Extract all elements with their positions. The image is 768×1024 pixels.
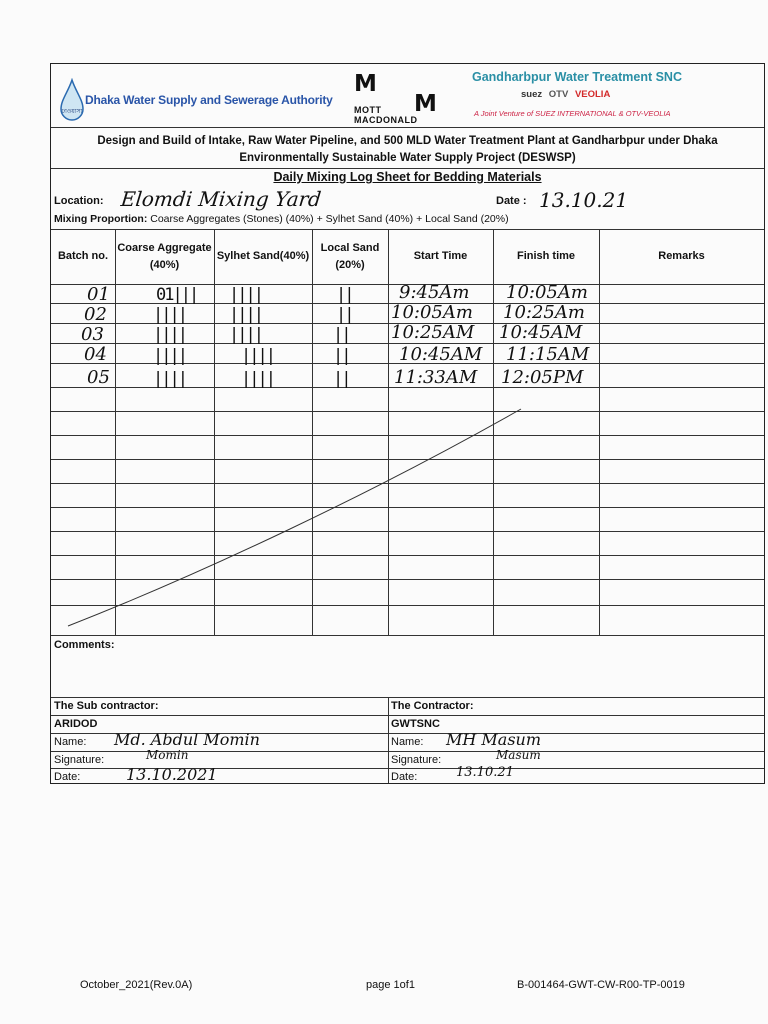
local-tally: || [333, 369, 350, 389]
col-header-sylhet: Sylhet Sand(40%) [216, 250, 310, 262]
contractor-signature-label: Signature: [391, 754, 442, 766]
coarse-tally: |||| [153, 325, 186, 345]
start-time: 9:45Am [399, 282, 470, 303]
col-header-remarks: Remarks [658, 250, 705, 262]
local-tally: || [333, 346, 350, 366]
footer-page: page 1of1 [366, 979, 415, 991]
sylhet-tally: |||| [229, 305, 262, 325]
contractor-name: MH Masum [446, 730, 542, 749]
sylhet-tally: |||| [229, 325, 262, 345]
contractor-company: GWTSNC [391, 718, 440, 730]
local-tally: || [336, 285, 353, 305]
gw-title: Gandharbpur Water Treatment SNC [472, 70, 682, 84]
start-time: 10:05Am [391, 302, 473, 323]
coarse-tally: 01||| [156, 285, 198, 305]
coarse-tally: |||| [153, 369, 186, 389]
col-header-start: Start Time [413, 250, 468, 262]
subcontractor-name-label: Name: [54, 736, 87, 748]
finish-time: 11:15AM [506, 344, 590, 365]
suez-logo: suez [521, 89, 543, 100]
start-time: 11:33AM [394, 367, 478, 388]
mixing-value: Coarse Aggregates (Stones) (40%) + Sylhet Sand (40%) + Local Sand (20%) [147, 213, 509, 225]
contractor-signature: Masum [496, 748, 541, 762]
finish-time: 10:45AM [499, 322, 583, 343]
finish-time: 10:05Am [506, 282, 588, 303]
start-time: 10:45AM [399, 344, 483, 365]
signature-top-border [51, 697, 764, 698]
subcontractor-date-label: Date: [54, 771, 81, 783]
location-label: Location: [54, 195, 104, 207]
mm-letter-2: M [414, 91, 437, 117]
signature-divider [388, 697, 389, 783]
veolia-logo: VEOLIA [574, 89, 611, 100]
mm-text-line1: MOTT [354, 105, 382, 115]
contractor-date-label: Date: [391, 771, 418, 783]
jv-subtitle: A Joint Venture of SUEZ INTERNATIONAL & OTV-VEOLIA [474, 109, 671, 118]
subcontractor-signature-label: Signature: [54, 754, 105, 766]
date-label: Date : [496, 195, 527, 207]
form-title: Daily Mixing Log Sheet for Bedding Materials [273, 170, 542, 184]
batch-no: 04 [84, 344, 107, 365]
sylhet-tally: |||| [229, 285, 262, 305]
footer-revision: October_2021(Rev.0A) [80, 979, 193, 991]
col-header-batch: Batch no. [57, 250, 109, 262]
coarse-tally: |||| [153, 305, 186, 325]
void-strike-line [51, 64, 764, 783]
sylhet-tally: |||| [241, 369, 274, 389]
coarse-tally: |||| [153, 346, 186, 366]
subcontractor-company: ARIDOD [54, 718, 98, 730]
batch-no: 01 [87, 284, 110, 305]
mixing-label: Mixing Proportion: [54, 213, 148, 225]
project-title-line2: Environmentally Sustainable Water Supply Project (DESWSP) [239, 152, 576, 164]
svg-text:ঢাওয়াসা: ঢাওয়াসা [61, 108, 83, 115]
local-tally: || [336, 305, 353, 325]
sylhet-tally: |||| [241, 346, 274, 366]
log-sheet [50, 63, 765, 784]
subcontractor-heading: The Sub contractor: [54, 700, 159, 712]
col-header-coarse: Coarse Aggregate (40%) [117, 241, 212, 271]
date-value: 13.10.21 [539, 188, 629, 212]
contractor-date: 13.10.21 [456, 765, 514, 780]
local-tally: || [333, 325, 350, 345]
finish-time: 10:25Am [503, 302, 585, 323]
start-time: 10:25AM [391, 322, 475, 343]
dwasa-name: Dhaka Water Supply and Sewerage Authority [85, 93, 333, 107]
contractor-name-label: Name: [391, 736, 424, 748]
subcontractor-name: Md. Abdul Momin [114, 730, 260, 749]
finish-time: 12:05PM [501, 367, 584, 388]
footer-doc-number: B-001464-GWT-CW-R00-TP-0019 [517, 979, 685, 991]
col-header-local: Local Sand (20%) [320, 241, 380, 271]
project-title-line1: Design and Build of Intake, Raw Water Pipeline, and 500 MLD Water Treatment Plant at Gandharbpur under Dhaka [97, 135, 718, 147]
mm-letter-1: M [354, 71, 377, 97]
batch-no: 03 [81, 324, 104, 345]
batch-no: 02 [84, 304, 107, 325]
batch-no: 05 [87, 367, 110, 388]
contractor-heading: The Contractor: [391, 700, 474, 712]
mm-text-line2: MACDONALD [354, 115, 418, 125]
signature-line [51, 715, 764, 716]
location-value: Elomdi Mixing Yard [119, 187, 323, 211]
subcontractor-signature: Momin [146, 748, 189, 762]
subcontractor-date: 13.10.2021 [126, 765, 218, 784]
col-header-finish: Finish time [516, 250, 576, 262]
otv-logo: OTV [548, 89, 569, 100]
comments-label: Comments: [54, 639, 115, 651]
